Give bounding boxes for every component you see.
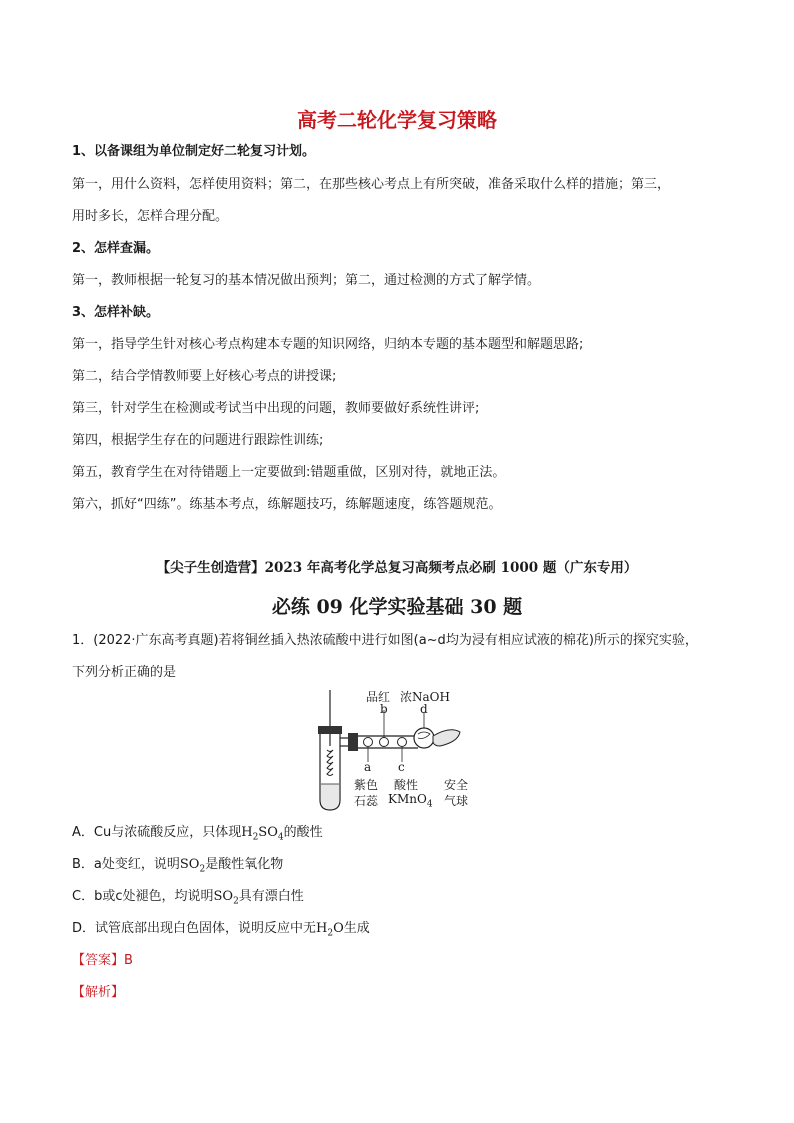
section-1-paragraph-line2: 用时多长，怎样合理分配。 — [72, 209, 229, 224]
section-1-heading: 1、以备课组为单位制定好二轮复习计划。 — [72, 144, 316, 159]
label-kmno4: KMnO$_4$ — [388, 792, 433, 810]
question-1-line1: 1．(2022·广东高考真题)若将铜丝插入热浓硫酸中进行如图(a~d均为浸有相应试液的棉花)所示的探究实验， — [72, 633, 698, 648]
label-d: d — [420, 702, 428, 716]
main-title: 高考二轮化学复习策略 — [297, 108, 497, 132]
section-3-item: 第三，针对学生在检测或考试当中出现的问题，教师要做好系统性讲评; — [72, 401, 480, 416]
label-zise: 紫色 — [354, 778, 379, 792]
section-3-item: 第六，抓好“四练”。练基本考点，练解题技巧，练解题速度，练答题规范。 — [72, 497, 502, 512]
question-1-line2: 下列分析正确的是 — [72, 665, 177, 680]
answer-label: 【答案】B — [72, 953, 133, 968]
label-b: b — [380, 702, 388, 716]
label-suanxing: 酸性 — [394, 778, 419, 792]
series-title: 【尖子生创造营】2023 年高考化学总复习高频考点必刷 1000 题（广东专用） — [156, 560, 638, 576]
section-3-item: 第五，教育学生在对待错题上一定要做到:错题重做，区别对待，就地正法。 — [72, 465, 506, 480]
experiment-diagram — [310, 688, 480, 813]
section-3-heading: 3、怎样补缺。 — [72, 305, 160, 320]
section-1-paragraph-line1: 第一，用什么资料，怎样使用资料；第二，在那些核心考点上有所突破，准备采取什么样的措施；第三， — [72, 177, 671, 192]
option-c: C．b或c处褪色，均说明$SO_2$具有漂白性 — [72, 889, 304, 907]
label-naoh: 浓NaOH — [400, 690, 450, 704]
section-3-item: 第一，指导学生针对核心考点构建本专题的知识网络，归纳本专题的基本题型和解题思路; — [72, 337, 584, 352]
label-a: a — [364, 760, 372, 774]
option-b: B．a处变红，说明$SO_2$是酸性氧化物 — [72, 857, 284, 875]
label-shirui: 石蕊 — [354, 794, 379, 808]
analysis-label: 【解析】 — [72, 985, 125, 1000]
section-3-item: 第四，根据学生存在的问题进行跟踪性训练; — [72, 433, 324, 448]
section-2-paragraph: 第一，教师根据一轮复习的基本情况做出预判；第二，通过检测的方式了解学情。 — [72, 273, 541, 288]
option-a: A．Cu与浓硫酸反应，只体现$H_2SO_4$的酸性 — [72, 825, 323, 843]
label-anquan: 安全 — [444, 778, 469, 792]
option-d: D．试管底部出现白色固体，说明反应中无$H_2O$生成 — [72, 921, 370, 939]
label-c: c — [398, 760, 405, 774]
label-qiqiu: 气球 — [444, 794, 469, 808]
label-pinhong: 品红 — [366, 690, 391, 704]
section-3-item: 第二，结合学情教师要上好核心考点的讲授课; — [72, 369, 337, 384]
section-title: 必练 09 化学实验基础 30 题 — [271, 596, 523, 618]
section-2-heading: 2、怎样查漏。 — [72, 241, 160, 256]
